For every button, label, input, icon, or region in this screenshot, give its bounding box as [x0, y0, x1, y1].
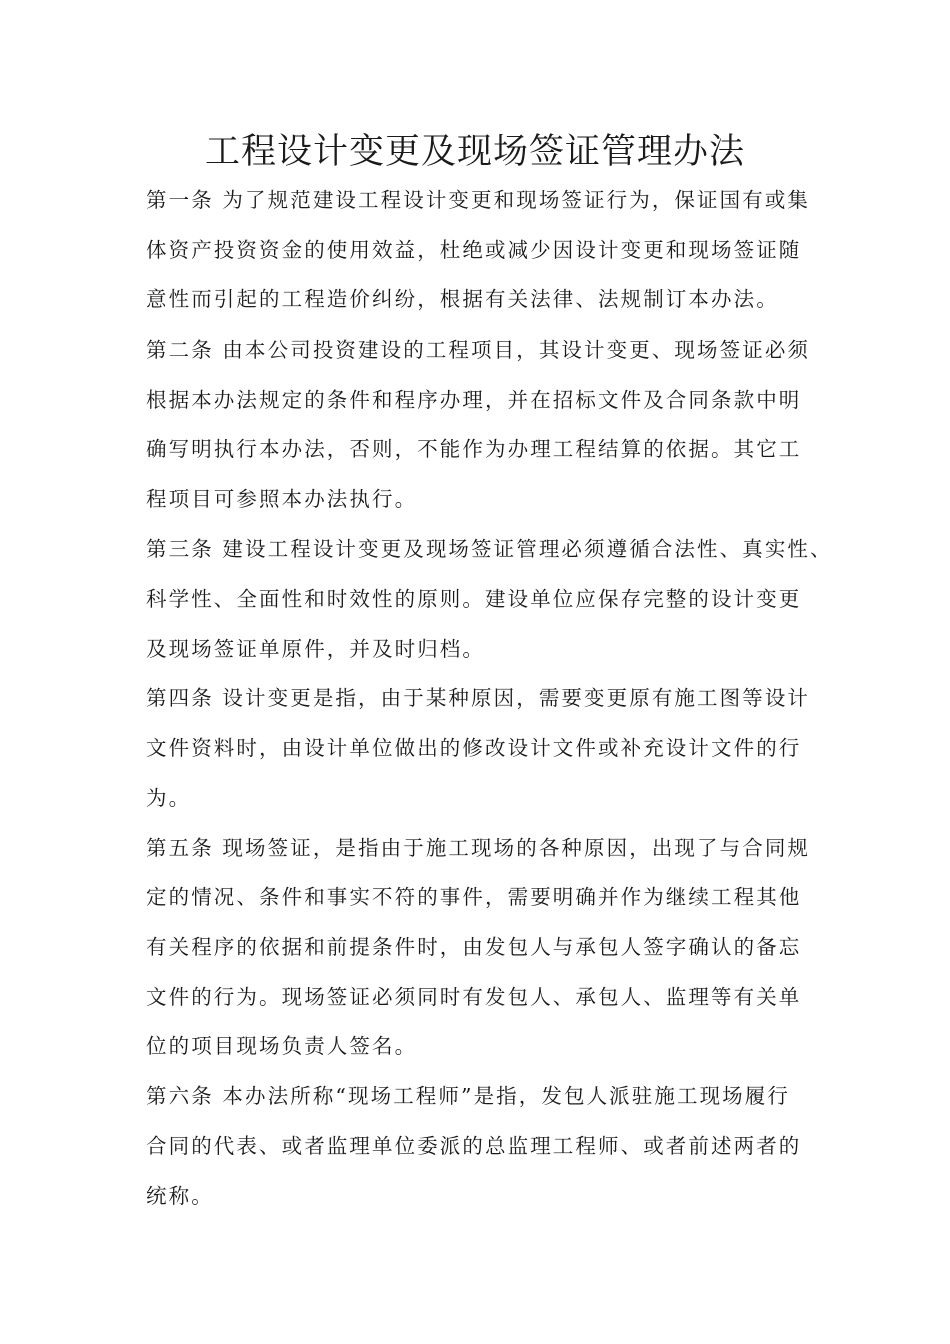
text-line: 有关程序的依据和前提条件时，由发包人与承包人签字确认的备忘 — [146, 935, 802, 959]
text-line: 第五条 现场签证，是指由于施工现场的各种原因，出现了与合同规 — [146, 836, 811, 860]
text-line: 第三条 建设工程设计变更及现场签证管理必须遵循合法性、真实性、 — [146, 537, 833, 561]
text-line: 第六条 本办法所称“现场工程师”是指，发包人派驻施工现场履行 — [146, 1084, 790, 1108]
text-line: 根据本办法规定的条件和程序办理，并在招标文件及合同条款中明 — [146, 388, 802, 412]
text-line: 及现场签证单原件，并及时归档。 — [146, 637, 485, 661]
document-title: 工程设计变更及现场签证管理办法 — [204, 132, 745, 172]
text-line: 程项目可参照本办法执行。 — [146, 487, 418, 511]
text-line: 确写明执行本办法，否则，不能作为办理工程结算的依据。其它工 — [146, 437, 802, 461]
text-line: 合同的代表、或者监理单位委派的总监理工程师、或者前述两者的 — [146, 1134, 802, 1158]
text-line: 科学性、全面性和时效性的原则。建设单位应保存完整的设计变更 — [146, 587, 802, 611]
text-line: 意性而引起的工程造价纠纷，根据有关法律、法规制订本办法。 — [146, 287, 779, 311]
text-line: 文件资料时，由设计单位做出的修改设计文件或补充设计文件的行 — [146, 736, 802, 760]
text-line: 统称。 — [146, 1184, 214, 1208]
text-line: 第二条 由本公司投资建设的工程项目，其设计变更、现场签证必须 — [146, 338, 811, 362]
text-line: 第一条 为了规范建设工程设计变更和现场签证行为，保证国有或集 — [146, 188, 811, 212]
text-line: 第四条 设计变更是指，由于某种原因，需要变更原有施工图等设计 — [146, 686, 811, 710]
text-line: 体资产投资资金的使用效益，杜绝或减少因设计变更和现场签证随 — [146, 238, 802, 262]
text-line: 定的情况、条件和事实不符的事件，需要明确并作为继续工程其他 — [146, 885, 802, 909]
text-line: 位的项目现场负责人签名。 — [146, 1034, 418, 1058]
text-line: 为。 — [146, 786, 192, 810]
text-line: 文件的行为。现场签证必须同时有发包人、承包人、监理等有关单 — [146, 985, 802, 1009]
